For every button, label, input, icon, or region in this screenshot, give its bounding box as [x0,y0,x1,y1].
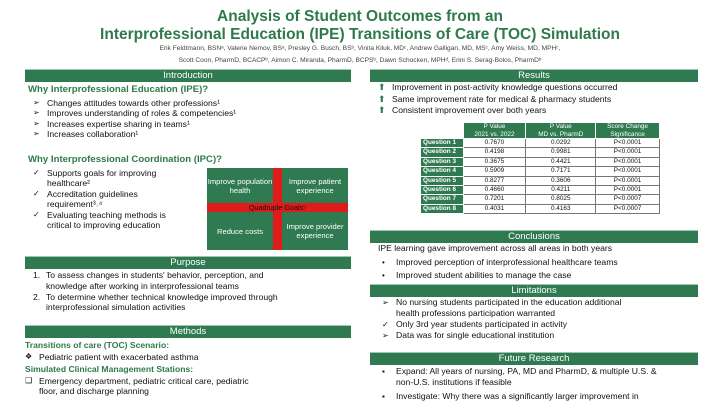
list-item: ⬆ Improvement in post-activity knowledge questions occurred [378,82,618,92]
col-header-significance: Score Change Significance [596,123,660,139]
list-item: • Improved perception of interprofessional healthcare teams [382,257,618,267]
col-header-year: P Value 2021 vs. 2022 [463,123,526,139]
arrow-bullet-icon: ➢ [33,118,40,128]
diamond-bullet-icon: ❖ [25,352,33,361]
table-row: Question 4 0.5909 0.7171 P<0.0001 [421,167,660,176]
goal-population-health: Improve population health [207,168,273,203]
arrow-bullet-icon: ➢ [382,331,389,340]
arrow-bullet-icon: ➢ [382,298,389,307]
dot-bullet-icon: • [382,271,385,280]
list-item: ➢ Changes attitudes towards other professions¹ [33,98,220,108]
ipe-heading: Why Interprofessional Education (IPE)? [28,84,209,95]
toc-heading: Transitions of care (TOC) Scenario: [25,340,170,350]
conclusions-bar: Conclusions [370,230,698,243]
poster-title-line2: Interprofessional Education (IPE) Transitions of Care (TOC) Simulation [100,26,620,43]
methods-bar: Methods [25,325,351,338]
list-item: ➢ No nursing students participated in the education additional health professions participation warranted [382,297,622,318]
col-header-profession: P Value MD vs. PharmD [526,123,596,139]
stations-list [25,376,345,397]
limitations-list [382,297,698,341]
results-bar: Results [370,69,698,82]
limitations-bar: Limitations [370,284,698,297]
list-item: ▪ Investigate: Why there was a significantly larger improvement in [382,391,639,401]
table-row: Question 8 0.4031 0.4163 P<0.0007 [421,204,660,213]
ipc-heading: Why Interprofessional Coordination (IPC)? [28,154,223,165]
square-bullet-icon: ▪ [382,367,385,376]
list-item: ✓ Supports goals for improving healthcare² [33,168,157,189]
list-item: 2. To determine whether technical knowledge improved through interprofessional simulation activities [33,291,278,313]
list-item: ➢ Increases collaboration¹ [33,129,139,140]
table-row: Question 5 0.8277 0.3606 P<0.0001 [421,176,660,185]
list-item: ✓ Accreditation guidelines requirement³˒⁴ [33,188,138,210]
future-list [382,366,698,402]
table-row: Question 7 0.7201 0.8025 P<0.0007 [421,195,660,204]
up-arrow-icon: ⬆ [378,93,386,104]
list-item: ⬆ Consistent improvement over both years [378,105,547,115]
quadruple-goals-diagram [207,168,348,250]
p-value-table [420,122,660,214]
results-list [378,82,698,117]
check-icon: ✓ [33,209,40,219]
table-row: Question 1 0.7670 0.0292 P<0.0001 [421,139,660,148]
conclusions-list [382,256,698,282]
goal-provider-experience: Improve provider experience [282,212,348,250]
arrow-bullet-icon: ➢ [33,129,40,139]
list-item: ❖ Pediatric patient with exacerbated asthma [25,352,199,362]
square-bullet-icon: ❑ [25,376,33,385]
list-item: ➢ Data was for single educational institution [382,330,555,340]
future-research-bar: Future Research [370,352,698,365]
purpose-bar: Purpose [25,256,351,269]
goal-reduce-costs: Reduce costs [207,212,273,250]
check-icon: ✓ [382,320,389,329]
list-item: ✓ Evaluating teaching methods is critical to improving education [33,209,166,231]
stations-heading: Simulated Clinical Management Stations: [25,364,194,374]
table-row: Question 6 0.4660 0.4211 P<0.0001 [421,186,660,195]
authors-line2: Scott Coon, PharmD, BCACPᵇ, Aimon C. Miranda, PharmD, BCPSᵇ, Dawn Schocken, MPHᵈ, Erini S. Serag-Bolos, PharmDᵇ [178,57,542,64]
dot-bullet-icon: • [382,258,385,267]
check-icon: ✓ [33,188,40,198]
list-item: 1. To assess changes in students' behavior, perception, and knowledge after working in interprofessional teams [33,270,264,291]
ipc-list [33,168,205,230]
list-item: • Improved student abilities to manage the case [382,270,572,280]
arrow-bullet-icon: ➢ [33,108,40,118]
up-arrow-icon: ⬆ [378,82,386,92]
list-item: ➢ Increases expertise sharing in teams¹ [33,118,190,129]
toc-list [25,352,345,362]
square-bullet-icon: ▪ [382,392,385,401]
table-header-row [421,123,660,139]
quadruple-goals-label: Quadruple Goals⁵ [248,203,307,212]
arrow-bullet-icon: ➢ [33,98,40,107]
list-item: ▪ Expand: All years of nursing, PA, MD and PharmD, & multiple U.S. & non-U.S. institutions if feasible [382,366,657,387]
table-row: Question 3 0.3675 0.4421 P<0.0001 [421,157,660,166]
list-item: ➢ Improves understanding of roles & competencies¹ [33,108,237,119]
up-arrow-icon: ⬆ [378,105,386,115]
introduction-bar: Introduction [25,69,351,82]
poster-title-line1: Analysis of Student Outcomes from an [217,8,503,25]
ipe-list [33,98,333,140]
authors-line1: Erik Feldtmann, BSNᵃ, Valerie Nemov, BSᵃ, Presley G. Busch, BSᵇ, Vinita Kiluk, MDᶜ, Andrew Galligan, MD, MSᶜ, Amy Weiss, MD, MPHᶜ, [159,45,561,52]
conclusions-lead: IPE learning gave improvement across all areas in both years [378,243,613,253]
check-icon: ✓ [33,168,40,177]
list-item: ✓ Only 3rd year students participated in activity [382,319,568,329]
purpose-list [25,270,351,313]
table-row: Question 2 0.4198 0.9981 P<0.0001 [421,148,660,157]
list-item: ❑ Emergency department, pediatric critical care, pediatric floor, and discharge planning [25,376,249,397]
goal-patient-experience: Improve patient experience [282,168,348,203]
list-item: ⬆ Same improvement rate for medical & pharmacy students [378,93,612,104]
